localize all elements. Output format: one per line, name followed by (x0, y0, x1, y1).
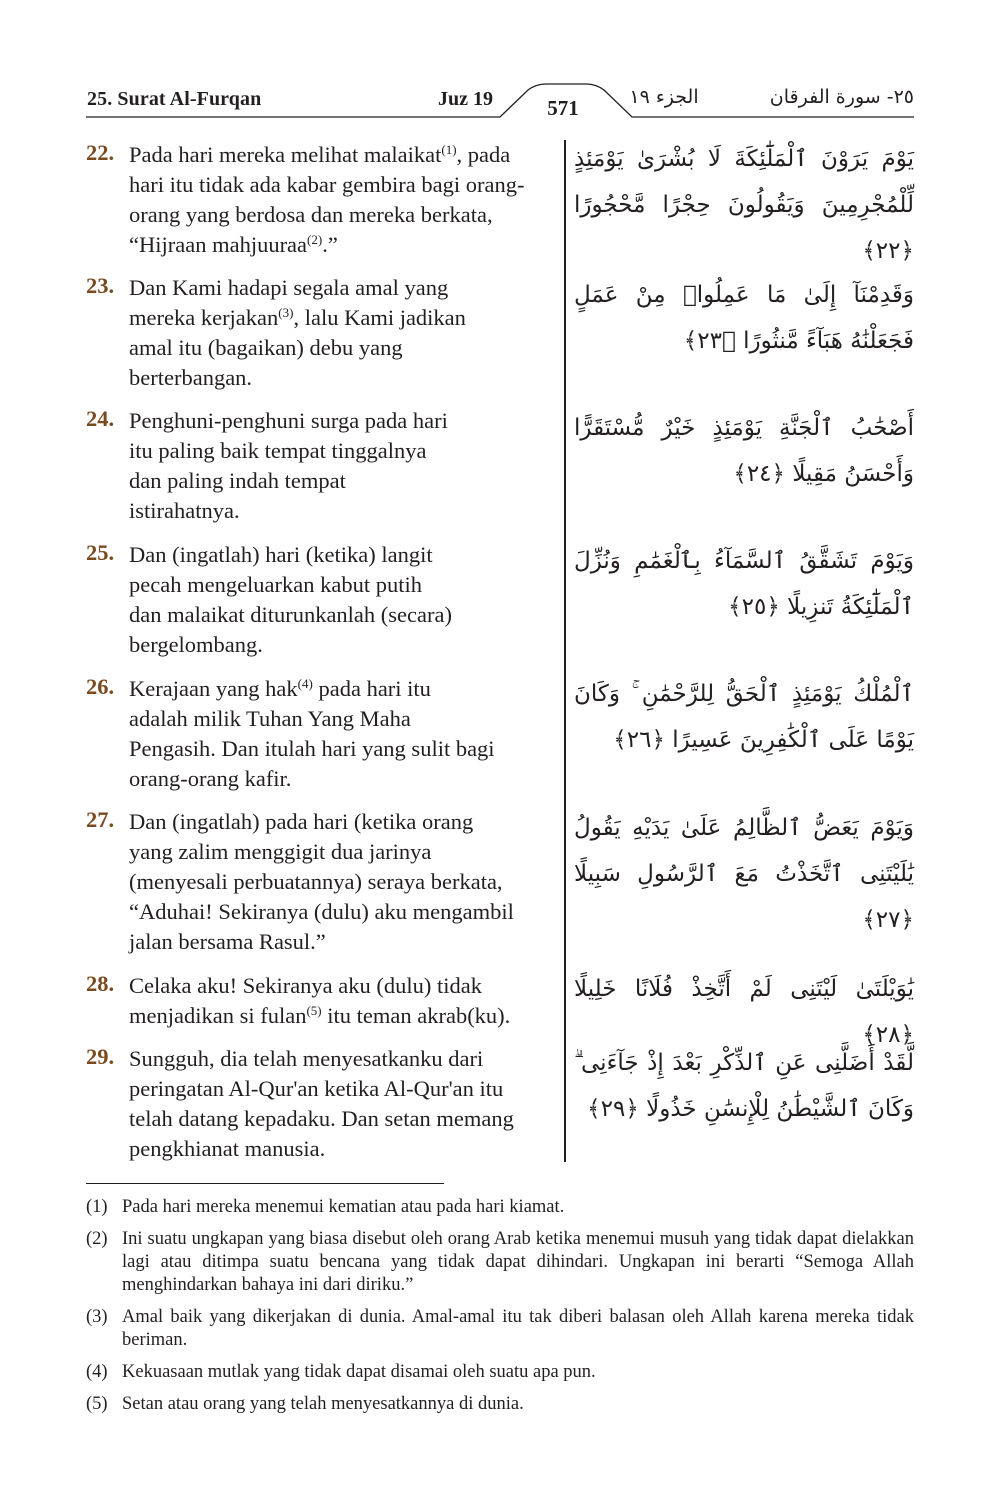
verse-26-translation (86, 674, 556, 794)
verse-26-arabic: ٱلْمُلْكُ يَوْمَئِذٍ ٱلْحَقُّ لِلرَّحْمَٰنِ ۚ وَكَانَ يَوْمًا عَلَى ٱلْكَٰفِرِينَ عَسِيرًا ﴿٢٦﴾ (574, 681, 914, 753)
footnote-3 (86, 1306, 914, 1352)
verse-23-arabic: وَقَدِمْنَآ إِلَىٰ مَا عَمِلُوا۟ مِنْ عَمَلٍ فَجَعَلْنَٰهُ هَبَآءً مَّنثُورًا ﴿٢٣﴾ (574, 282, 914, 354)
page-number: 571 (547, 96, 579, 120)
footnote-number: (4) (86, 1362, 108, 1382)
verse-text: Celaka aku! Sekiranya aku (dulu) tidak menjadikan si fulan$^{(5)}$ itu teman akrab(ku). (129, 973, 511, 1028)
verse-28-arabic: يَٰوَيْلَتَىٰ لَيْتَنِى لَمْ أَتَّخِذْ فُلَانًا خَلِيلًا ﴿٢٨﴾ (574, 976, 914, 1048)
footnote-ref[interactable]: (2) (307, 232, 323, 247)
verse-number: 26. (86, 674, 115, 699)
verse-number: 22. (86, 140, 115, 165)
verse-24-arabic: أَصْحَٰبُ ٱلْجَنَّةِ يَوْمَئِذٍ خَيْرٌ مُّسْتَقَرًّا وَأَحْسَنُ مَقِيلًا ﴿٢٤﴾ (574, 415, 914, 487)
verse-number: 28. (86, 971, 115, 996)
verse-24-translation (86, 406, 556, 526)
verse-27-translation (86, 807, 556, 957)
juz-label-arabic: الجزء ١٩ (629, 86, 699, 108)
column-divider (564, 140, 566, 1162)
verse-25-translation (86, 540, 556, 660)
footnote-ref[interactable]: (5) (306, 1003, 322, 1018)
verse-number: 27. (86, 807, 115, 832)
footnote-number: (3) (86, 1307, 108, 1327)
verse-text: Dan (ingatlah) hari (ketika) langit pecah mengeluarkan kabut putih dan malaikat diturunkanlah (secara) bergelombang. (129, 542, 452, 657)
footnote-text: Setan atau orang yang telah menyesatkannya di dunia. (122, 1394, 524, 1414)
surah-title-arabic: ٢٥- سورة الفرقان (769, 86, 914, 108)
verse-25-arabic: وَيَوْمَ تَشَقَّقُ ٱلسَّمَآءُ بِٱلْغَمَٰمِ وَنُزِّلَ ٱلْمَلَٰٓئِكَةُ تَنزِيلًا ﴿٢٥﴾ (574, 548, 914, 620)
verse-text: Sungguh, dia telah menyesatkanku dari peringatan Al-Qur'an ketika Al-Qur'an itu telah datang kepadaku. Dan setan memang pengkhianat manusia. (129, 1046, 514, 1161)
footnotes (86, 1196, 914, 1425)
verse-text: Kerajaan yang hak$^{(4)}$ pada hari itu adalah milik Tuhan Yang Maha Pengasih. Dan itulah hari yang sulit bagi orang-orang kafir. (129, 676, 495, 791)
footnote-number: (2) (86, 1229, 108, 1249)
page-header (0, 0, 1000, 125)
footnote-text: Kekuasaan mutlak yang tidak dapat disamai oleh suatu apa pun. (122, 1362, 596, 1382)
verse-23-translation (86, 273, 556, 393)
verse-22-translation (86, 140, 556, 260)
footnote-ref[interactable]: (4) (297, 676, 313, 691)
surah-title-latin: 25. Surat Al-Furqan (87, 88, 262, 110)
footnote-5 (86, 1393, 914, 1416)
footnote-ref[interactable]: (1) (441, 142, 457, 157)
verse-number: 23. (86, 273, 115, 298)
verse-29-translation (86, 1044, 556, 1164)
verse-number: 29. (86, 1044, 115, 1069)
verse-text: Pada hari mereka melihat malaikat$^{(1)}$, pada hari itu tidak ada kabar gembira bagi orang- orang yang berdosa dan mereka berkata, “Hijraan mahjuuraa$^{(2)}$.” (129, 142, 525, 257)
verse-27-arabic: وَيَوْمَ يَعَضُّ ٱلظَّالِمُ عَلَىٰ يَدَيْهِ يَقُولُ يَٰلَيْتَنِى ٱتَّخَذْتُ مَعَ ٱلرَّسُولِ سَبِيلًا ﴿٢٧﴾ (574, 815, 914, 933)
verse-number: 25. (86, 540, 115, 565)
footnote-4 (86, 1361, 914, 1384)
footnote-text: Pada hari mereka menemui kematian atau pada hari kiamat. (122, 1197, 565, 1217)
verse-28-translation (86, 971, 556, 1031)
footnote-number: (5) (86, 1394, 108, 1414)
footnote-ref[interactable]: (3) (278, 305, 294, 320)
verse-text: Dan (ingatlah) pada hari (ketika orang yang zalim menggigit dua jarinya (menyesali perbuatannya) seraya berkata, “Aduhai! Sekiranya (dulu) aku mengambil jalan bersama Rasul.” (129, 809, 514, 954)
verse-22-arabic: يَوْمَ يَرَوْنَ ٱلْمَلَٰٓئِكَةَ لَا بُشْرَىٰ يَوْمَئِذٍ لِّلْمُجْرِمِينَ وَيَقُولُونَ حِجْرًا مَّحْجُورًا ﴿٢٢﴾ (574, 146, 914, 264)
footnote-1 (86, 1196, 914, 1219)
footnote-text: Amal baik yang dikerjakan di dunia. Amal-amal itu tak diberi balasan oleh Allah karena mereka tidak beriman. (122, 1307, 914, 1350)
verse-text: Penghuni-penghuni surga pada hari itu paling baik tempat tinggalnya dan paling indah tempat istirahatnya. (129, 408, 448, 523)
verse-number: 24. (86, 406, 115, 431)
footnote-2 (86, 1228, 914, 1297)
verse-29-arabic: لَّقَدْ أَضَلَّنِى عَنِ ٱلذِّكْرِ بَعْدَ إِذْ جَآءَنِى ۗ وَكَانَ ٱلشَّيْطَٰنُ لِلْإِنسَٰنِ خَذُولًا ﴿٢٩﴾ (574, 1050, 914, 1122)
footnote-text: Ini suatu ungkapan yang biasa disebut oleh orang Arab ketika menemui musuh yang tidak dapat dielakkan lagi atau ditimpa suatu bencana yang tidak dapat dihindari. Ungkapan ini berarti “Semoga Allah menghindarkan bahaya ini dari diriku.” (122, 1229, 914, 1295)
juz-label-latin: Juz 19 (438, 88, 493, 110)
footnote-number: (1) (86, 1197, 108, 1217)
footnote-rule (86, 1183, 444, 1184)
verse-text: Dan Kami hadapi segala amal yang mereka kerjakan$^{(3)}$, lalu Kami jadikan amal itu (bagaikan) debu yang berterbangan. (129, 275, 466, 390)
